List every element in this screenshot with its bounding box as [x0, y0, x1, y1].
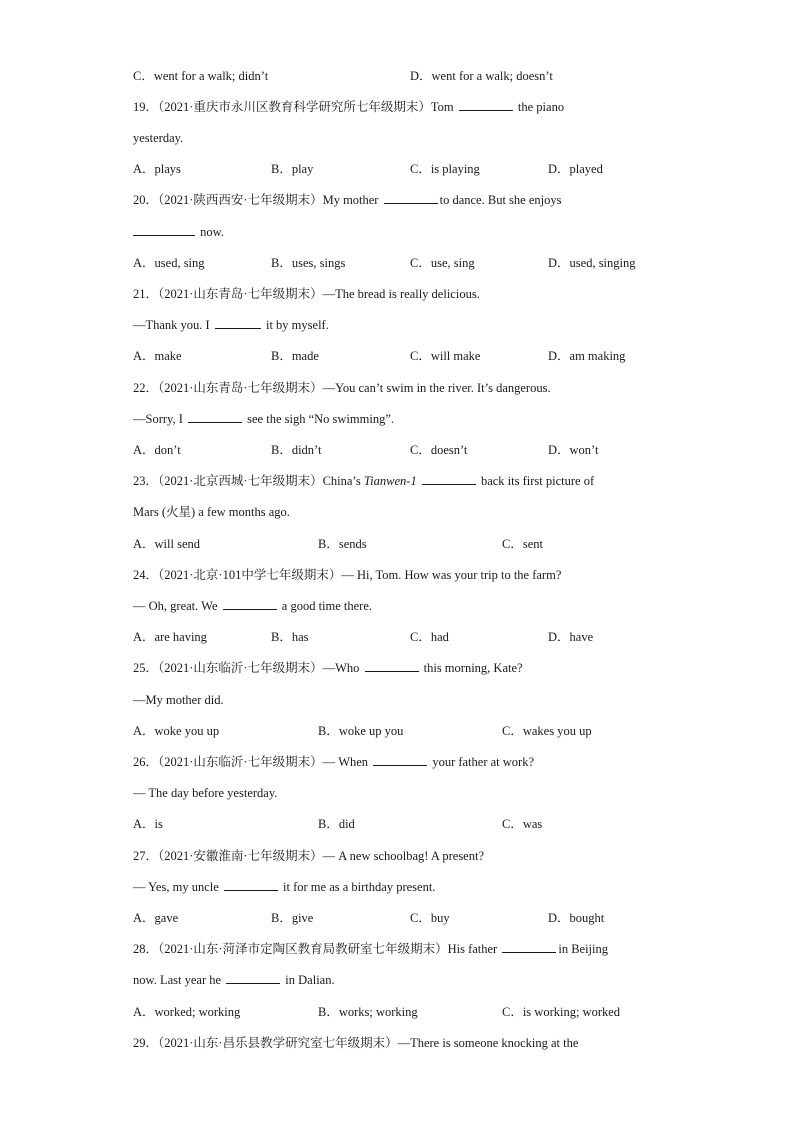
q23-stem-italic: Tianwen-1: [363, 474, 417, 488]
q28-stem-line2-head: now. Last year he: [133, 973, 222, 987]
q27-option-d[interactable]: D．bought: [548, 911, 605, 925]
q19-option-a[interactable]: A．plays: [133, 162, 181, 176]
q28-stem-head: 28．（2021·山东·菏泽市定陶区教育局教研室七年级期末）His father: [133, 942, 498, 956]
q28-stem-line2: [133, 972, 335, 988]
q27-blank[interactable]: [224, 879, 278, 891]
q21-stem-line2-head: —Thank you. I: [133, 318, 210, 332]
q20-blank-2[interactable]: [133, 224, 195, 236]
q18-option-d[interactable]: D．went for a walk; doesn’t: [410, 69, 553, 83]
q26-option-a[interactable]: A．is: [133, 817, 163, 831]
q23-option-b[interactable]: B．sends: [318, 537, 367, 551]
q25-option-b[interactable]: B．woke up you: [318, 724, 404, 738]
q19-stem-line2: yesterday.: [133, 131, 184, 145]
q20-stem-tail: to dance. But she enjoys: [439, 193, 562, 207]
q19-blank[interactable]: [459, 99, 513, 111]
q27-option-c[interactable]: C．buy: [410, 911, 450, 925]
q20-option-c[interactable]: C．use, sing: [410, 256, 475, 270]
q22-option-d[interactable]: D．won’t: [548, 443, 599, 457]
q20-stem-head: 20．（2021·陕西西安·七年级期末）My mother: [133, 193, 379, 207]
q19-option-c[interactable]: C．is playing: [410, 162, 480, 176]
q24-option-c[interactable]: C．had: [410, 630, 449, 644]
q24-blank[interactable]: [223, 598, 277, 610]
q22-blank[interactable]: [188, 411, 242, 423]
q26-stem-line2: — The day before yesterday.: [133, 786, 278, 800]
q25-option-a[interactable]: A．woke you up: [133, 724, 220, 738]
q21-stem-line2: [133, 317, 329, 333]
q22-option-c[interactable]: C．doesn’t: [410, 443, 468, 457]
q26-stem: [133, 754, 534, 770]
q27-stem-line2-tail: it for me as a birthday present.: [283, 880, 436, 894]
q22-stem: 22．（2021·山东青岛·七年级期末）—You can’t swim in the river. It’s dangerous.: [133, 381, 551, 395]
q21-option-d[interactable]: D．am making: [548, 349, 626, 363]
q23-blank[interactable]: [422, 473, 476, 485]
q24-stem-line2-head: — Oh, great. We: [133, 599, 218, 613]
q26-stem-tail: your father at work?: [432, 755, 535, 769]
q22-option-b[interactable]: B．didn’t: [271, 443, 322, 457]
q25-stem: [133, 660, 523, 676]
q29-stem: 29．（2021·山东·昌乐县教学研究室七年级期末）—There is someone knocking at the: [133, 1036, 579, 1050]
q20-option-b[interactable]: B．uses, sings: [271, 256, 346, 270]
q27-stem: 27．（2021·安徽淮南·七年级期末）— A new schoolbag! A present?: [133, 849, 485, 863]
q28-stem-tail: in Beijing: [558, 942, 608, 956]
q26-blank[interactable]: [373, 754, 427, 766]
q20-option-a[interactable]: A．used, sing: [133, 256, 205, 270]
q19-stem: [133, 99, 564, 115]
q21-blank[interactable]: [215, 317, 261, 329]
q28-stem: [133, 941, 608, 957]
q24-stem-line2: [133, 598, 372, 614]
q23-stem-line2: Mars (火星) a few months ago.: [133, 505, 290, 519]
q21-option-b[interactable]: B．made: [271, 349, 319, 363]
q20-stem-line2-tail: now.: [200, 225, 224, 239]
q25-option-c[interactable]: C．wakes you up: [502, 724, 592, 738]
q20-stem: [133, 192, 561, 208]
q20-option-d[interactable]: D．used, singing: [548, 256, 636, 270]
q23-option-c[interactable]: C．sent: [502, 537, 543, 551]
q22-option-a[interactable]: A．don’t: [133, 443, 181, 457]
q25-stem-head: 25．（2021·山东临沂·七年级期末）—Who: [133, 661, 360, 675]
q24-stem: 24．（2021·北京·101中学七年级期末）— Hi, Tom. How was your trip to the farm?: [133, 568, 562, 582]
q28-blank-1[interactable]: [502, 941, 556, 953]
q20-stem-line2: [133, 224, 224, 240]
q22-stem-line2-head: —Sorry, I: [133, 412, 183, 426]
q25-stem-line2: —My mother did.: [133, 693, 224, 707]
q23-option-a[interactable]: A．will send: [133, 537, 201, 551]
q23-stem: [133, 473, 594, 489]
q20-blank-1[interactable]: [384, 192, 438, 204]
q18-option-c[interactable]: C．went for a walk; didn’t: [133, 69, 269, 83]
q25-blank[interactable]: [365, 660, 419, 672]
q24-stem-line2-tail: a good time there.: [281, 599, 373, 613]
q27-option-b[interactable]: B．give: [271, 911, 314, 925]
q24-option-b[interactable]: B．has: [271, 630, 309, 644]
q28-option-a[interactable]: A．worked; working: [133, 1005, 241, 1019]
q27-stem-line2: [133, 879, 435, 895]
q19-stem-tail: the piano: [517, 100, 565, 114]
q23-stem-tail: back its first picture of: [480, 474, 595, 488]
q21-option-a[interactable]: A．make: [133, 349, 182, 363]
q28-option-c[interactable]: C．is working; worked: [502, 1005, 621, 1019]
q25-stem-tail: this morning, Kate?: [423, 661, 523, 675]
q28-blank-2[interactable]: [226, 972, 280, 984]
q21-option-c[interactable]: C．will make: [410, 349, 481, 363]
q26-option-b[interactable]: B．did: [318, 817, 355, 831]
q27-stem-line2-head: — Yes, my uncle: [133, 880, 219, 894]
q24-option-d[interactable]: D．have: [548, 630, 594, 644]
q26-option-c[interactable]: C．was: [502, 817, 543, 831]
q26-stem-head: 26．（2021·山东临沂·七年级期末）— When: [133, 755, 369, 769]
q19-option-d[interactable]: D．played: [548, 162, 603, 176]
q24-option-a[interactable]: A．are having: [133, 630, 207, 644]
q19-stem-head: 19．（2021·重庆市永川区教育科学研究所七年级期末）Tom: [133, 100, 454, 114]
q28-option-b[interactable]: B．works; working: [318, 1005, 418, 1019]
q28-stem-line2-tail: in Dalian.: [285, 973, 335, 987]
q27-option-a[interactable]: A．gave: [133, 911, 179, 925]
q22-stem-line2: [133, 411, 394, 427]
q22-stem-line2-tail: see the sigh “No swimming”.: [247, 412, 394, 426]
q19-option-b[interactable]: B．play: [271, 162, 314, 176]
q21-stem: 21．（2021·山东青岛·七年级期末）—The bread is really delicious.: [133, 287, 480, 301]
q21-stem-line2-tail: it by myself.: [265, 318, 329, 332]
q23-stem-head: 23．（2021·北京西城·七年级期末）China’s: [133, 474, 361, 488]
